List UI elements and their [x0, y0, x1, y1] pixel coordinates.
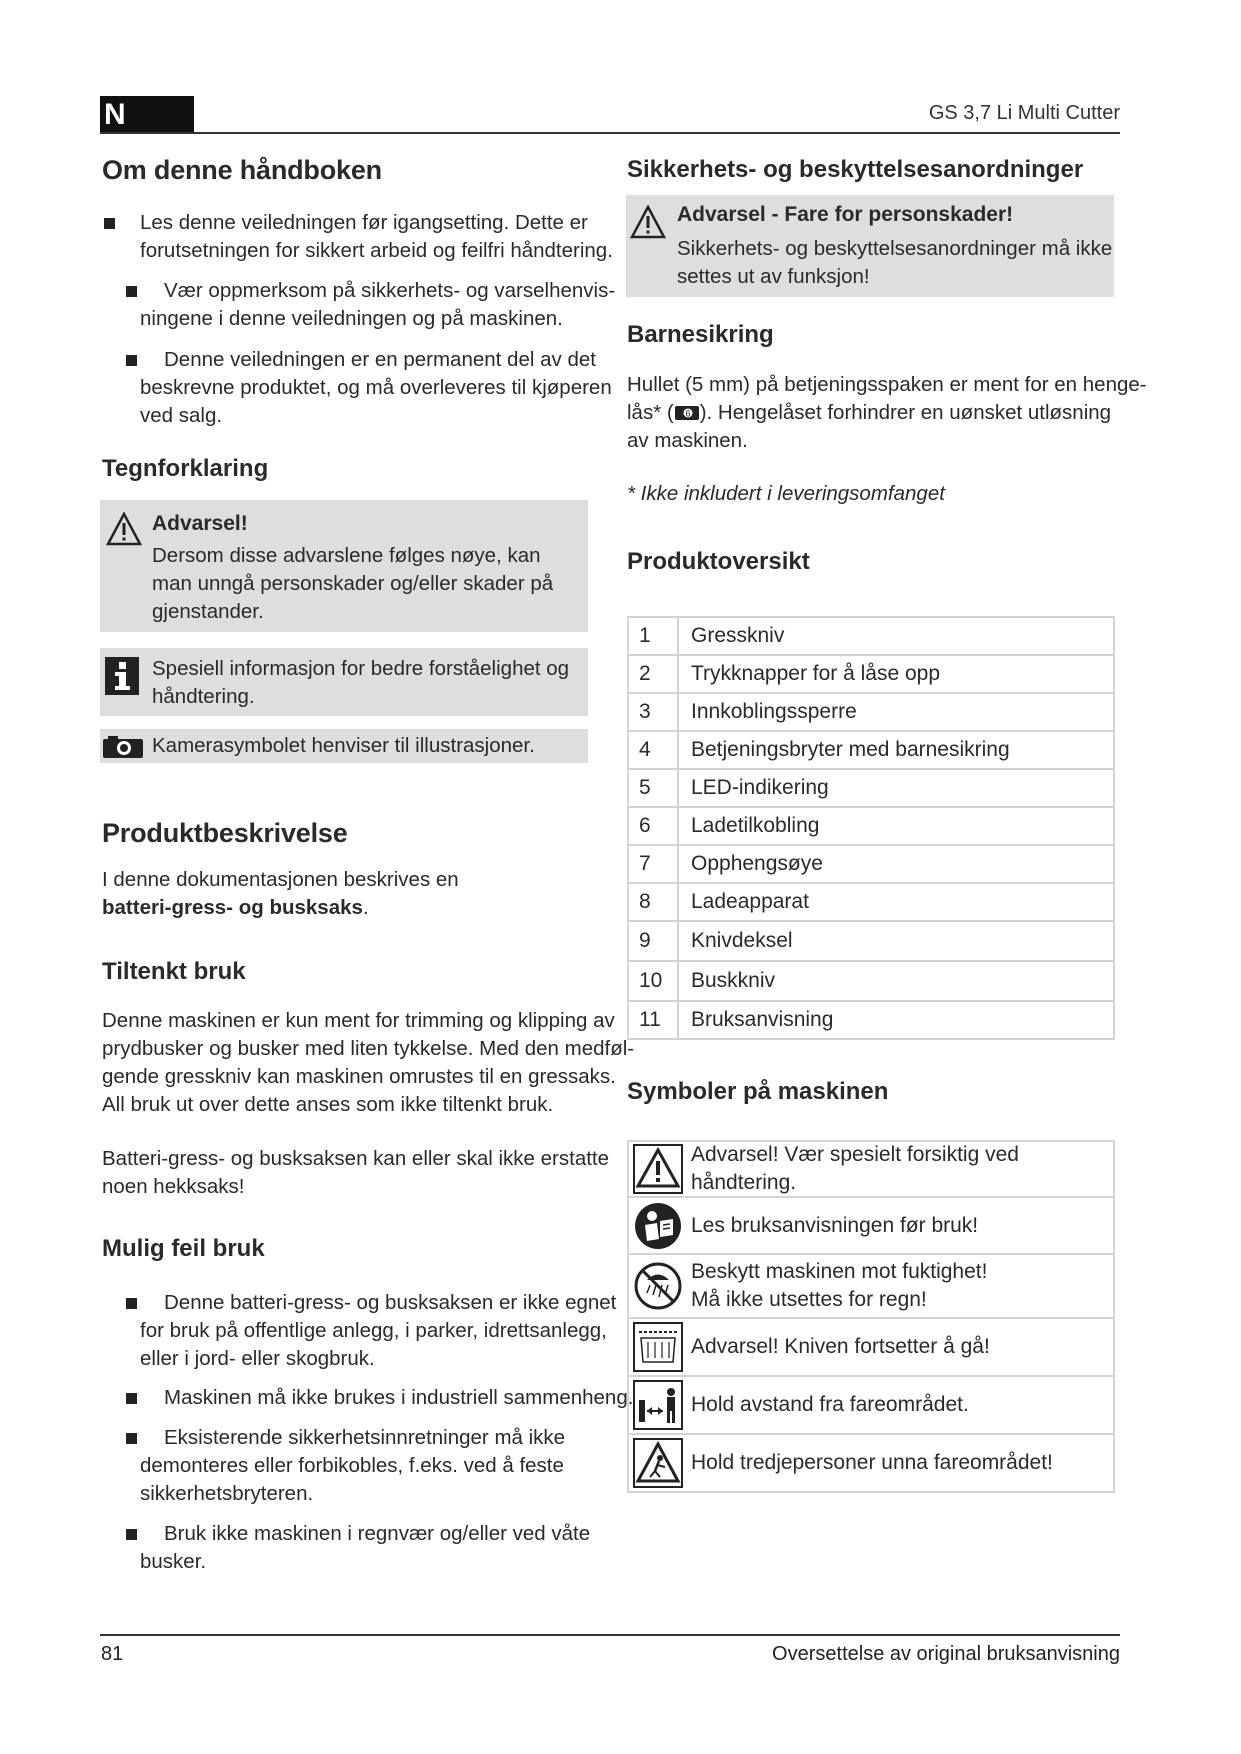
section-heading-overview: Produktoversikt — [627, 548, 810, 575]
safety-warning-text: Sikkerhets- og beskyttelsesanordninger må ikke settes ut av funksjon! — [677, 237, 1113, 288]
overview-item-number: 6 — [628, 807, 678, 845]
intended-use-paragraph-1: Denne maskinen er kun ment for trimming og klipping av prydbusker og busker med liten tykkelse. Med den medføl- gende gresskniv kan maskinen omrustes til en gressaks. All bruk ut over dette anses som ikke tiltenkt bruk. — [102, 1009, 635, 1116]
about-bullet-2: Vær oppmerksom på sikkerhets- og varselhenvis- ningene i denne veiledningen og på maskinen. — [140, 277, 615, 333]
overview-row — [628, 693, 1114, 731]
section-heading-safety: Sikkerhets- og beskyttelsesanordninger — [627, 156, 1084, 183]
overview-item-name: Trykknapper for å låse opp — [678, 655, 1114, 693]
intended-use-paragraph-2: Batteri-gress- og busksaksen kan eller skal ikke erstatte noen hekksaks! — [102, 1147, 610, 1198]
language-marker: N — [100, 96, 194, 134]
section-heading-product-desc: Produktbeskrivelse — [102, 818, 348, 848]
about-bullet-3: Denne veiledningen er en permanent del av det beskrevne produktet, og må overleveres til kjøperen ved salg. — [140, 346, 612, 430]
overview-item-name: Bruksanvisning — [678, 1001, 1114, 1039]
no-rain-icon — [633, 1261, 683, 1311]
info-icon — [104, 656, 140, 696]
overview-item-name: Gresskniv — [678, 617, 1114, 655]
overview-item-number: 2 — [628, 655, 678, 693]
section-heading-child-lock: Barnesikring — [627, 321, 774, 348]
overview-item-number: 8 — [628, 883, 678, 921]
overview-row — [628, 807, 1114, 845]
camera-icon — [102, 735, 144, 759]
misuse-bullet-4: Bruk ikke maskinen i regnvær og/eller ved våte busker. — [140, 1520, 590, 1576]
symbols-table — [627, 1140, 1115, 1493]
legend-warning-box — [100, 500, 588, 632]
section-heading-about: Om denne håndboken — [102, 155, 382, 185]
symbol-row: Hold tredjepersoner unna fareområdet! — [629, 1435, 1113, 1491]
legend-info-box — [100, 648, 588, 716]
overview-item-name: Knivdeksel — [678, 921, 1114, 961]
symbol-row: Advarsel! Kniven fortsetter å gå! — [629, 1319, 1113, 1377]
product-overview-table — [627, 616, 1115, 1040]
product-desc-text: I denne dokumentasjonen beskrives en batteri-gress- og busksaks. — [102, 868, 459, 919]
warning-triangle-icon — [630, 205, 666, 239]
warning-triangle-icon — [106, 512, 142, 546]
read-manual-icon — [633, 1201, 683, 1251]
misuse-bullet-3: Eksisterende sikkerhetsinnretninger må ikke demonteres eller forbikobles, f.eks. ved å feste sikkerhetsbryteren. — [140, 1424, 565, 1508]
header-rule — [100, 132, 1120, 134]
section-heading-legend: Tegnforklaring — [102, 455, 269, 482]
overview-item-name: Innkoblingssperre — [678, 693, 1114, 731]
overview-item-name: Betjeningsbryter med barnesikring — [678, 731, 1114, 769]
symbol-row: Les bruksanvisningen før bruk! — [629, 1198, 1113, 1255]
symbol-row: Advarsel! Vær spesielt forsiktig ved håndtering. — [629, 1142, 1113, 1198]
overview-item-number: 5 — [628, 769, 678, 807]
legend-info-text: Spesiell informasjon for bedre forståelighet og håndtering. — [152, 657, 570, 708]
symbol-row: Beskytt maskinen mot fuktighet! Må ikke utsettes for regn! — [629, 1255, 1113, 1319]
section-heading-intended-use: Tiltenkt bruk — [102, 958, 246, 985]
overview-row — [628, 617, 1114, 655]
header-title: GS 3,7 Li Multi Cutter — [928, 102, 1120, 124]
child-lock-note: * Ikke inkludert i leveringsomfanget — [627, 482, 945, 505]
misuse-bullet-1: Denne batteri-gress- og busksaksen er ikke egnet for bruk på offentlige anlegg, i parker, idrettsanlegg, eller i jord- eller skogbruk. — [140, 1289, 616, 1373]
blade-coasting-icon — [633, 1322, 683, 1372]
overview-row — [628, 845, 1114, 883]
keep-bystanders-away-icon — [633, 1438, 683, 1488]
legend-camera-text: Kamerasymbolet henviser til illustrasjoner. — [152, 734, 535, 757]
overview-row — [628, 1001, 1114, 1039]
overview-item-number: 7 — [628, 845, 678, 883]
overview-item-number: 1 — [628, 617, 678, 655]
footer-text: Oversettelse av original bruksanvisning — [772, 1643, 1120, 1665]
misuse-bullet-2: Maskinen må ikke brukes i industriell sammenheng. — [140, 1384, 633, 1412]
overview-item-number: 10 — [628, 961, 678, 1001]
about-bullet-1: Les denne veiledningen før igangsetting. Dette er forutsetningen for sikkert arbeid og feilfri håndtering. — [140, 209, 613, 265]
warning-triangle-icon — [633, 1144, 683, 1194]
section-heading-symbols: Symboler på maskinen — [627, 1078, 889, 1105]
section-heading-misuse: Mulig feil bruk — [102, 1235, 265, 1262]
svg-text:6: 6 — [685, 408, 691, 419]
overview-item-name: LED-indikering — [678, 769, 1114, 807]
overview-row — [628, 883, 1114, 921]
overview-item-number: 4 — [628, 731, 678, 769]
overview-item-name: Ladeapparat — [678, 883, 1114, 921]
safety-warning-title: Advarsel - Fare for personskader! — [677, 203, 1014, 226]
safety-warning-box — [626, 195, 1114, 297]
overview-row — [628, 961, 1114, 1001]
overview-row — [628, 921, 1114, 961]
overview-row — [628, 655, 1114, 693]
camera-icon — [674, 403, 700, 421]
overview-item-name: Ladetilkobling — [678, 807, 1114, 845]
overview-row — [628, 731, 1114, 769]
symbol-row: Hold avstand fra fareområdet. — [629, 1377, 1113, 1435]
overview-item-number: 11 — [628, 1001, 678, 1039]
legend-warning-text: Dersom disse advarslene følges nøye, kan man unngå personskader og/eller skader på gjenstander. — [152, 544, 554, 623]
overview-row — [628, 769, 1114, 807]
page-number: 81 — [101, 1643, 124, 1665]
overview-item-number: 3 — [628, 693, 678, 731]
legend-warning-title: Advarsel! — [152, 512, 248, 535]
overview-item-number: 9 — [628, 921, 678, 961]
overview-item-name: Buskkniv — [678, 961, 1114, 1001]
legend-camera-box — [100, 729, 588, 763]
footer-rule — [100, 1634, 1120, 1636]
child-lock-text: Hullet (5 mm) på betjeningsspaken er ment for en henge- lås* ( 6 ). Hengelåset forhindrer en uønsket utløsning av maskinen. — [627, 373, 1147, 452]
overview-item-name: Opphengsøye — [678, 845, 1114, 883]
keep-distance-icon — [633, 1380, 683, 1430]
